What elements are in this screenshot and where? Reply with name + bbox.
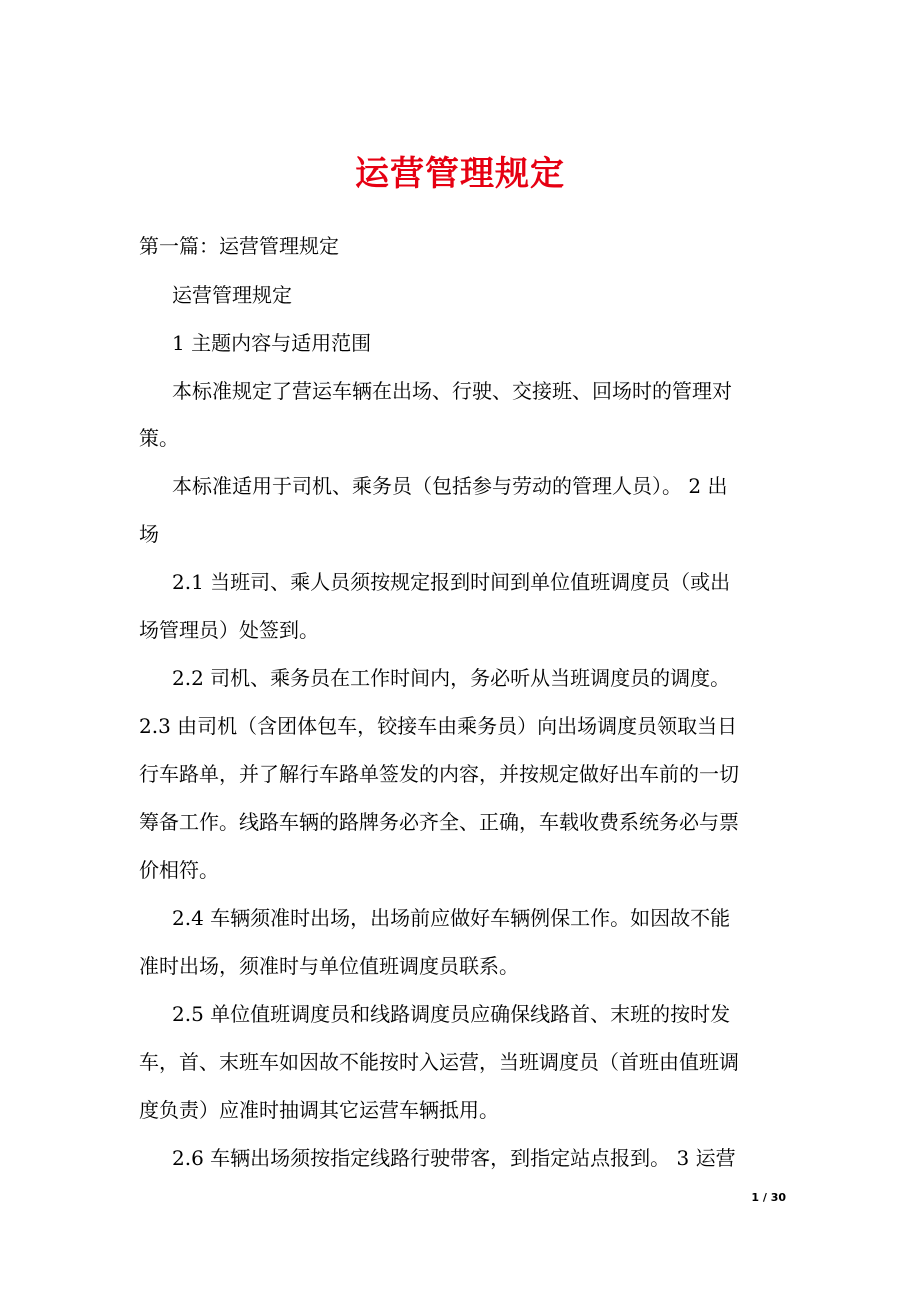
paragraph-line: 本标准规定了营运车辆在出场、行驶、交接班、回场时的管理对 (172, 379, 732, 403)
paragraph-line: 行车路单，并了解行车路单签发的内容，并按规定做好出车前的一切 (139, 762, 739, 786)
paragraph-line: 2.1 当班司、乘人员须按规定报到时间到单位值班调度员（或出 (172, 570, 731, 594)
subtitle: 运营管理规定 (172, 283, 292, 307)
paragraph-line: 1 主题内容与适用范围 (172, 331, 372, 355)
paragraph-line: 2.4 车辆须准时出场，出场前应做好车辆例保工作。如因故不能 (172, 906, 731, 930)
paragraph-line: 场 (139, 522, 159, 546)
paragraph-line: 场管理员）处签到。 (139, 618, 319, 642)
document-title: 运营管理规定 (355, 154, 565, 194)
paragraph-line: 筹备工作。线路车辆的路牌务必齐全、正确，车载收费系统务必与票 (139, 810, 739, 834)
paragraph-line: 准时出场，须准时与单位值班调度员联系。 (139, 954, 519, 978)
paragraph-line: 价相符。 (139, 858, 219, 882)
paragraph-line: 策。 (139, 426, 179, 450)
paragraph-line: 2.3 由司机（含团体包车，铰接车由乘务员）向出场调度员领取当日 (139, 714, 738, 738)
paragraph-line: 2.5 单位值班调度员和线路调度员应确保线路首、末班的按时发 (172, 1002, 731, 1026)
paragraph-line: 2.6 车辆出场须按指定线路行驶带客，到指定站点报到。 3 运营 (172, 1146, 736, 1170)
page-number: 1 / 30 (751, 1191, 786, 1204)
section-heading: 第一篇：运营管理规定 (139, 234, 339, 258)
paragraph-line: 车，首、末班车如因故不能按时入运营，当班调度员（首班由值班调 (139, 1050, 739, 1074)
paragraph-line: 本标准适用于司机、乘务员（包括参与劳动的管理人员）。 2 出 (172, 474, 728, 498)
paragraph-line: 度负责）应准时抽调其它运营车辆抵用。 (139, 1098, 499, 1122)
paragraph-line: 2.2 司机、乘务员在工作时间内，务必听从当班调度员的调度。 (172, 666, 731, 690)
